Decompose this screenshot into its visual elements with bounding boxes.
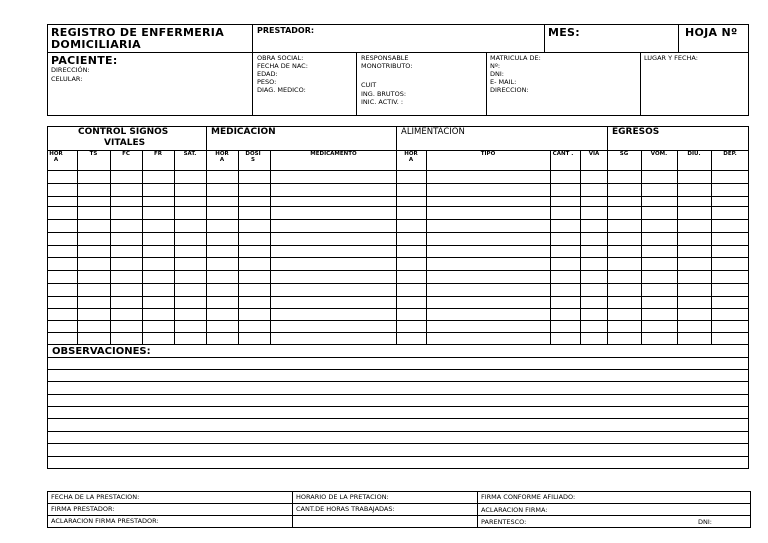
observaciones-line (47, 357, 749, 358)
direccion2-label: DIRECCION: (490, 86, 529, 94)
form-title-line1: REGISTRO DE ENFERMERIA (51, 26, 225, 39)
observaciones-line (47, 443, 749, 444)
lugar-fecha-label: LUGAR Y FECHA: (644, 54, 698, 62)
table-row-rule (47, 232, 749, 233)
parentesco-label: PARENTESCO: (481, 518, 527, 526)
peso-label: PESO: (257, 78, 277, 86)
direccion-label: DIRECCIÓN: (51, 66, 90, 74)
observaciones-line (47, 456, 749, 457)
horario-label: HORARIO DE LA PRETACION: (296, 493, 389, 501)
observaciones-line (47, 369, 749, 370)
section-divider (607, 126, 608, 344)
section-divider (206, 126, 207, 344)
aclaracion-prestador-label: ACLARACION FIRMA PRESTADOR: (51, 517, 159, 525)
fecha-nac-label: FECHA DE NAC: (257, 62, 308, 70)
table-row-rule (47, 257, 749, 258)
column-divider (426, 150, 427, 344)
column-divider (110, 150, 111, 344)
inic-activ-label: INIC. ACTIV. : (361, 98, 404, 106)
table-row-rule (47, 332, 749, 333)
celular-label: CELULAR: (51, 75, 83, 83)
col-eg-dep: DEP. (723, 151, 737, 157)
table-row-rule (47, 283, 749, 284)
column-divider (677, 150, 678, 344)
observaciones-label: OBSERVACIONES: (52, 346, 151, 357)
col-sv-hora: HOR A (49, 151, 63, 163)
table-row-rule (47, 308, 749, 309)
section-divider (396, 126, 397, 344)
table-row-rule (47, 196, 749, 197)
column-divider (711, 150, 712, 344)
edad-label: EDAD: (257, 70, 278, 78)
email-label: E- MAIL: (490, 78, 517, 86)
firma-prestador-label: FIRMA PRESTADOR: (51, 505, 115, 513)
col-sv-fc: FC (122, 151, 130, 157)
observaciones-top-rule (47, 344, 749, 345)
col-sv-ts: TS (89, 151, 98, 157)
cuit-label: CUIT (361, 81, 377, 89)
column-divider (550, 150, 551, 344)
table-row-rule (47, 320, 749, 321)
alimentacion-section: ALIMENTACION (401, 127, 465, 137)
cant-horas-label: CANT.DE HORAS TRABAJADAS: (296, 505, 395, 513)
egresos-section: EGRESOS (612, 127, 660, 137)
column-divider (641, 150, 642, 344)
table-row-rule (47, 183, 749, 184)
observaciones-line (47, 406, 749, 407)
diag-medico-label: DIAG. MEDICO: (257, 86, 306, 94)
column-divider (174, 150, 175, 344)
column-divider (142, 150, 143, 344)
prestador-label: PRESTADOR: (257, 26, 315, 35)
table-row-rule (47, 219, 749, 220)
form-title-line2: DOMICILIARIA (51, 38, 141, 51)
medicacion-section: MEDICACION (211, 127, 276, 137)
col-med-hora: HOR A (215, 151, 229, 163)
section-header-rule (47, 150, 749, 151)
column-header-rule (47, 170, 749, 171)
col-med-medicamento: MEDICAMENTO (310, 151, 357, 157)
table-row-rule (47, 206, 749, 207)
header-divider (47, 52, 749, 53)
column-divider (238, 150, 239, 344)
responsable-label: RESPONSABLE (361, 54, 409, 62)
mes-label: MES: (548, 26, 580, 39)
col-ali-cant: CANT . (552, 151, 574, 157)
footer-dni-label: DNI: (698, 518, 712, 526)
numero-label: Nº: (490, 62, 501, 70)
column-divider (580, 150, 581, 344)
col-ali-tipo: TIPO (480, 151, 496, 157)
col-eg-diu: DIU. (687, 151, 701, 157)
table-row-rule (47, 270, 749, 271)
col-eg-sg: SG (619, 151, 629, 157)
paciente-label: PACIENTE: (51, 54, 118, 67)
obra-social-label: OBRA SOCIAL: (257, 54, 304, 62)
column-divider (270, 150, 271, 344)
col-med-dosis: DOSI S (245, 151, 261, 163)
signos-section-line1: CONTROL SIGNOS (78, 127, 169, 137)
firma-afiliado-label: FIRMA CONFORME AFILIADO: (481, 493, 576, 501)
hoja-label: HOJA Nº (685, 26, 738, 39)
observaciones-line (47, 431, 749, 432)
dni-label: DNI: (490, 70, 504, 78)
table-row-rule (47, 296, 749, 297)
fecha-prestacion-label: FECHA DE LA PRESTACION: (51, 493, 140, 501)
observaciones-line (47, 394, 749, 395)
observaciones-line (47, 418, 749, 419)
monotributo-label: MONOTRIBUTO: (361, 62, 413, 70)
col-ali-via: VIA (588, 151, 600, 157)
aclaracion-firma-label: ACLARACION FIRMA: (481, 506, 548, 514)
column-divider (77, 150, 78, 344)
signos-section-line2: VITALES (104, 138, 146, 148)
observaciones-line (47, 381, 749, 382)
ing-brutos-label: ING. BRUTOS: (361, 90, 407, 98)
col-sv-fr: FR (154, 151, 162, 157)
matricula-label: MATRICULA DE: (490, 54, 541, 62)
col-sv-sat: SAT. (183, 151, 197, 157)
col-ali-hora: HOR A (404, 151, 418, 163)
table-row-rule (47, 245, 749, 246)
col-eg-vom: VOM. (650, 151, 668, 157)
